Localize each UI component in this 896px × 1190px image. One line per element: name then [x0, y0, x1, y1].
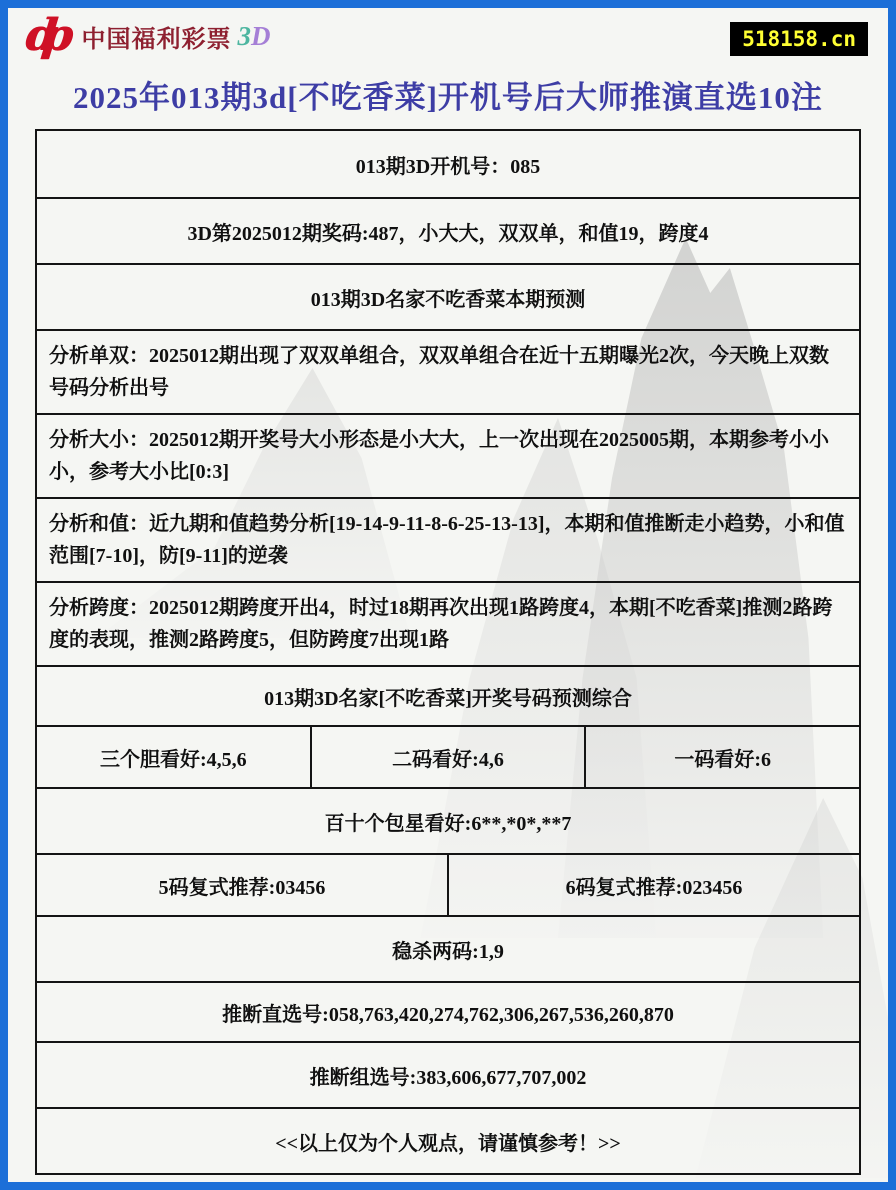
row-zhixuan-numbers: 推断直选号:058,763,420,274,762,306,267,536,260,870 — [37, 981, 859, 1041]
logo-3d-part2: D — [251, 20, 271, 51]
row-baoxing: 百十个包星看好:6**,*0*,**7 — [37, 787, 859, 853]
row-analysis-kuadu: 分析跨度：2025012期跨度开出4，时过18期再次出现1路跨度4，本期[不吃香菜]推测2路跨度的表现，推测2路跨度5，但防跨度7出现1路 — [37, 581, 859, 665]
row-wensha: 稳杀两码:1,9 — [37, 915, 859, 981]
row-disclaimer: <<以上仅为个人观点，请谨慎参考！>> — [37, 1107, 859, 1173]
row-analysis-daxiao: 分析大小：2025012期开奖号大小形态是小大大，上一次出现在2025005期，本期参考小小小，参考大小比[0:3] — [37, 413, 859, 497]
row-dan-picks — [37, 725, 859, 787]
row-predict-header: 013期3D名家不吃香菜本期预测 — [37, 263, 859, 329]
china-welfare-lottery-logo[interactable] — [23, 10, 271, 61]
row-summary-header: 013期3D名家[不吃香菜]开奖号码预测综合 — [37, 665, 859, 725]
logo-3d-part1: 3 — [237, 20, 252, 51]
cell-two-code: 二码看好:4,6 — [310, 727, 585, 787]
row-zuxuan-numbers: 推断组选号:383,606,677,707,002 — [37, 1041, 859, 1107]
header — [8, 8, 888, 70]
cell-one-code: 一码看好:6 — [584, 727, 859, 787]
cell-six-code-fushi: 6码复式推荐:023456 — [447, 855, 859, 915]
cwl-logo-icon: dp — [23, 10, 61, 61]
row-kaiji-number: 013期3D开机号：085 — [355, 155, 541, 178]
logo-text: 中国福利彩票 — [81, 26, 232, 53]
row-previous-result: 3D第2025012期奖码:487，小大大，双双单，和值19，跨度4 — [37, 197, 859, 263]
page-title: 2025年013期3d[不吃香菜]开机号后大师推演直选10注 — [73, 80, 823, 115]
cell-five-code-fushi: 5码复式推荐:03456 — [158, 876, 326, 899]
row-analysis-hezhi: 分析和值：近九期和值趋势分析[19-14-9-11-8-6-25-13-13]，本期和值推断走小趋势，小和值范围[7-10]，防[9-11]的逆袭 — [37, 497, 859, 581]
prediction-table — [35, 129, 861, 1175]
row-analysis-danshuang: 分析单双：2025012期出现了双双单组合，双双单组合在近十五期曝光2次，今天晚上双数号码分析出号 — [37, 329, 859, 413]
row-fushi-picks — [37, 853, 859, 915]
site-badge[interactable]: 518158.cn — [730, 22, 868, 56]
cell-three-dan: 三个胆看好:4,5,6 — [100, 748, 247, 771]
